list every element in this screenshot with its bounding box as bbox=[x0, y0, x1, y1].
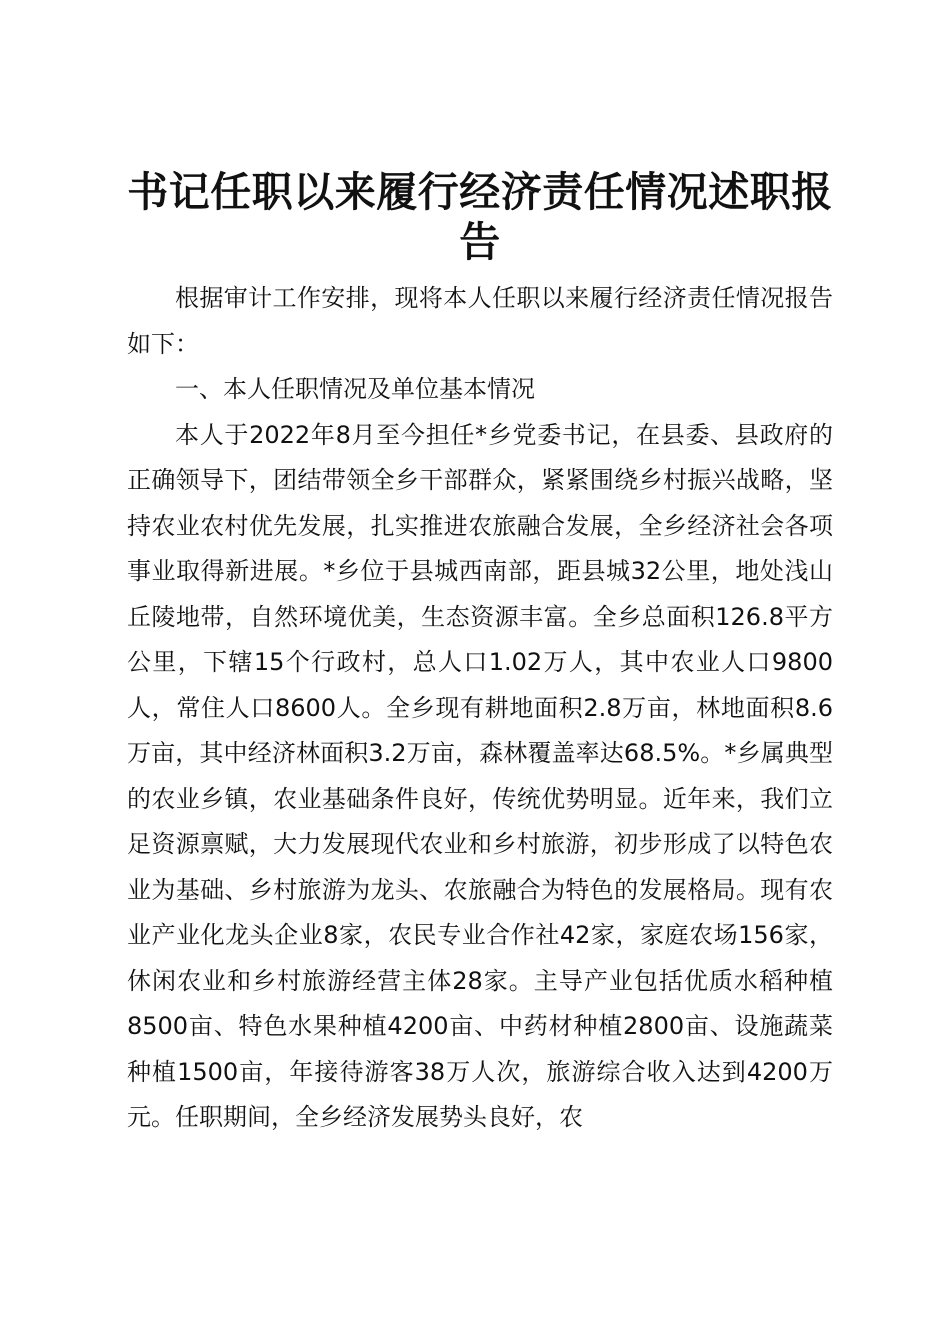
section-heading: 一、本人任职情况及单位基本情况 bbox=[175, 375, 535, 403]
document-title: 书记任职以来履行经济责任情况述职报告 bbox=[127, 168, 833, 266]
intro-paragraph: 根据审计工作安排，现将本人任职以来履行经济责任情况报告如下： bbox=[127, 284, 833, 358]
body-paragraph: 本人于2022年8月至今担任*乡党委书记，在县委、县政府的正确领导下，团结带领全乡干部群众，紧紧围绕乡村振兴战略，坚持农业农村优先发展，扎实推进农旅融合发展，全乡经济社会各项事业取得新进展。*乡位于县城西南部，距县城32公里，地处浅山丘陵地带，自然环境优美，生态资源丰富。全乡总面积126.8平方公里，下辖15个行政村，总人口1.02万人，其中农业人口9800人，常住人口8600人。全乡现有耕地面积2.8万亩，林地面积8.6万亩，其中经济林面积3.2万亩，森林覆盖率达68.5%。*乡属典型的农业乡镇，农业基础条件良好，传统优势明显。近年来，我们立足资源禀赋，大力发展现代农业和乡村旅游，初步形成了以特色农业为基础、乡村旅游为龙头、农旅融合为特色的发展格局。现有农业产业化龙头企业8家，农民专业合作社42家，家庭农场156家，休闲农业和乡村旅游经营主体28家。主导产业包括优质水稻种植8500亩、特色水果种植4200亩、中药材种植2800亩、设施蔬菜种植1500亩，年接待游客38万人次，旅游综合收入达到4200万元。任职期间，全乡经济发展势头良好，农 bbox=[127, 420, 833, 1131]
document-body bbox=[127, 276, 833, 1141]
